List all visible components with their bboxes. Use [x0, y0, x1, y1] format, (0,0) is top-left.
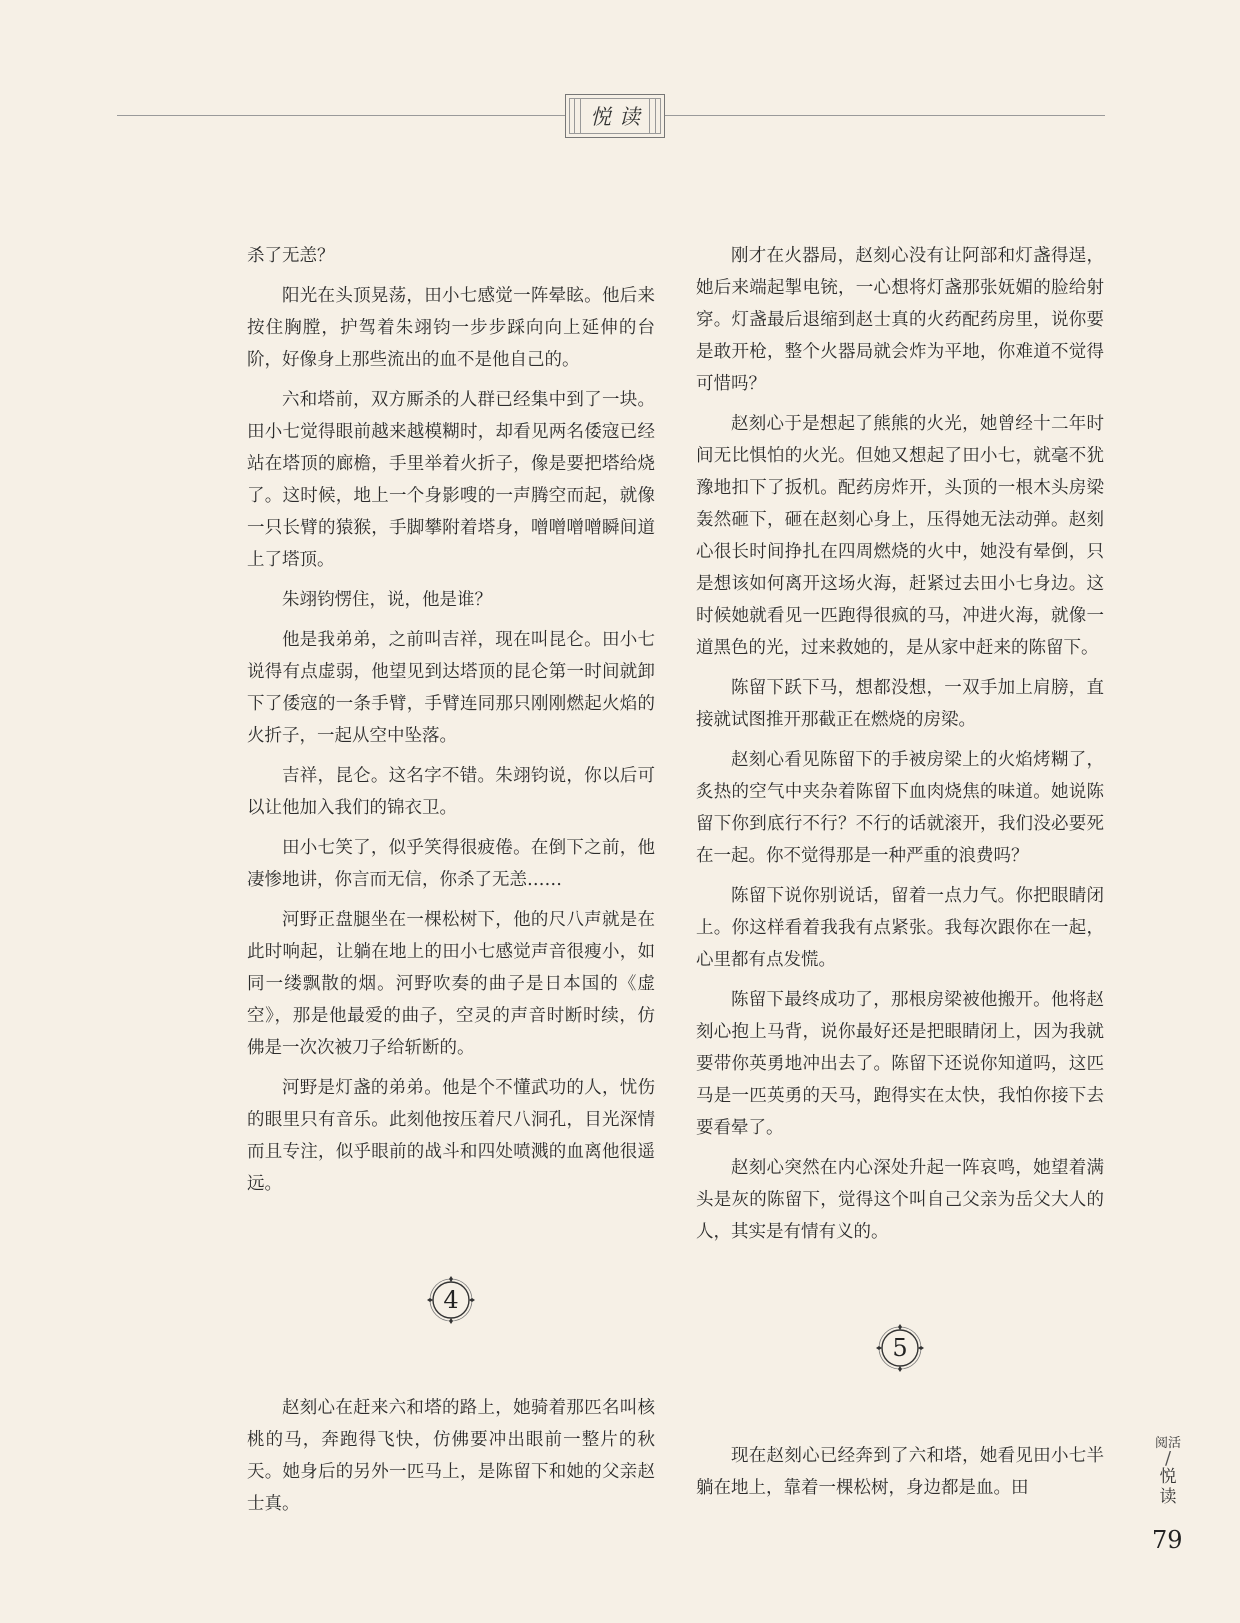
- paragraph: 刚才在火器局，赵刻心没有让阿部和灯盏得逞，她后来端起掣电铳，一心想将灯盏那张妩媚的脸给射穿。灯盏最后退缩到赵士真的火药配药房里，说你要是敢开枪，整个火器局就会炸为平地，你难道不觉得可惜吗？: [696, 246, 1104, 394]
- paragraph: 赵刻心在赶来六和塔的路上，她骑着那匹名叫核桃的马，奔跑得飞快，仿佛要冲出眼前一整片的秋天。她身后的另外一匹马上，是陈留下和她的父亲赵士真。: [247, 1398, 655, 1514]
- paragraph: 朱翊钧愣住，说，他是谁？: [282, 590, 492, 610]
- left-column: [247, 240, 655, 1528]
- paragraph: 现在赵刻心已经奔到了六和塔，她看见田小七半躺在地上，靠着一棵松树，身边都是血。田: [696, 1446, 1104, 1498]
- paragraph: 陈留下说你别说话，留着一点力气。你把眼睛闭上。你这样看着我我有点紧张。我每次跟你在一起，心里都有点发慌。: [696, 886, 1104, 970]
- section-header-title: 悦读: [590, 105, 648, 129]
- paragraph: 陈留下最终成功了，那根房梁被他搬开。他将赵刻心抱上马背，说你最好还是把眼睛闭上，因为我就要带你英勇地冲出去了。陈留下还说你知道吗，这匹马是一匹英勇的天马，跑得实在太快，我怕你接下去要看晕了。: [696, 990, 1104, 1138]
- section-number: 5: [892, 1334, 908, 1362]
- paragraph: 田小七笑了，似乎笑得很疲倦。在倒下之前，他凄惨地讲，你言而无信，你杀了无恙……: [247, 838, 655, 890]
- paragraph: 河野正盘腿坐在一棵松树下，他的尺八声就是在此时响起，让躺在地上的田小七感觉声音很瘦小，如同一缕飘散的烟。河野吹奏的曲子是日本国的《虚空》，那是他最爱的曲子，空灵的声音时断时续，仿佛是一次次被刀子给斩断的。: [247, 910, 655, 1058]
- paragraph: 杀了无恙？: [247, 246, 335, 266]
- side-label-bottom: 悦读: [1159, 1467, 1177, 1507]
- paragraph: 赵刻心突然在内心深处升起一阵哀鸣，她望着满头是灰的陈留下，觉得这个叫自己父亲为岳父大人的人，其实是有情有义的。: [696, 1158, 1104, 1242]
- paragraph: 吉祥，昆仑。这名字不错。朱翊钧说，你以后可以让他加入我们的锦衣卫。: [247, 766, 655, 818]
- right-column: [696, 240, 1104, 1512]
- section-number-marker: [874, 1322, 926, 1374]
- section-header-box: [565, 94, 665, 138]
- paragraph: 六和塔前，双方厮杀的人群已经集中到了一块。田小七觉得眼前越来越模糊时，却看见两名倭寇已经站在塔顶的廊檐，手里举着火折子，像是要把塔给烧了。这时候，地上一个身影嗖的一声腾空而起，就像一只长臂的猿猴，手脚攀附着塔身，噌噌噌噌瞬间道上了塔顶。: [247, 390, 655, 570]
- paragraph: 河野是灯盏的弟弟。他是个不懂武功的人，忧伤的眼里只有音乐。此刻他按压着尺八洞孔，目光深情而且专注，似乎眼前的战斗和四处喷溅的血离他很遥远。: [247, 1078, 655, 1194]
- section-number-marker: [425, 1274, 477, 1326]
- paragraph: 赵刻心于是想起了熊熊的火光，她曾经十二年时间无比惧怕的火光。但她又想起了田小七，就毫不犹豫地扣下了扳机。配药房炸开，头顶的一根木头房梁轰然砸下，砸在赵刻心身上，压得她无法动弹。赵刻心很长时间挣扎在四周燃烧的火中，她没有晕倒，只是想该如何离开这场火海，赶紧过去田小七身边。这时候她就看见一匹跑得很疯的马，冲进火海，就像一道黑色的光，过来救她的，是从家中赶来的陈留下。: [696, 414, 1104, 658]
- column-side-label: [1155, 1436, 1181, 1507]
- side-label-top: 阅活: [1155, 1436, 1182, 1451]
- side-label-slash: /: [1164, 1448, 1172, 1469]
- page-number: 79: [1152, 1526, 1183, 1554]
- paragraph: 赵刻心看见陈留下的手被房梁上的火焰烤糊了，炙热的空气中夹杂着陈留下血肉烧焦的味道。她说陈留下你到底行不行？不行的话就滚开，我们没必要死在一起。你不觉得那是一种严重的浪费吗？: [696, 750, 1104, 866]
- paragraph: 陈留下跃下马，想都没想，一双手加上肩膀，直接就试图推开那截正在燃烧的房梁。: [696, 678, 1104, 730]
- paragraph: 阳光在头顶晃荡，田小七感觉一阵晕眩。他后来按住胸膛，护驾着朱翊钧一步步踩向向上延伸的台阶，好像身上那些流出的血不是他自己的。: [247, 286, 655, 370]
- paragraph: 他是我弟弟，之前叫吉祥，现在叫昆仑。田小七说得有点虚弱，他望见到达塔顶的昆仑第一时间就卸下了倭寇的一条手臂，手臂连同那只刚刚燃起火焰的火折子，一起从空中坠落。: [247, 630, 655, 746]
- section-number: 4: [443, 1286, 459, 1314]
